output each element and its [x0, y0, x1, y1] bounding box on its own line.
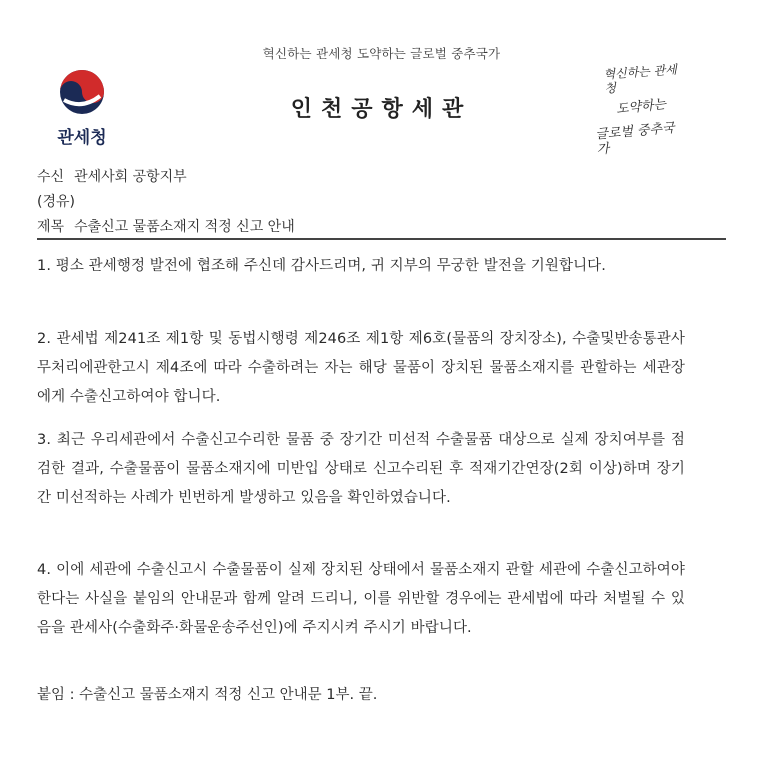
calligraphy-line: 혁신하는 관세청: [603, 62, 678, 96]
subject-value: 수출신고 물품소재지 적정 신고 안내: [74, 219, 295, 235]
paragraph-3: 3. 최근 우리세관에서 수출신고수리한 물품 중 장기간 미선적 수출물품 대상으로 실제 장치여부를 점검한 결과, 수출물품이 물품소재지에 미반입 상태로 신고수리된 후 적재기간연장(2회 이상)하며 장기간 미선적하는 사례가 빈번하게 발생하고 있음을 확인하였습니다.: [37, 432, 685, 506]
office-title: 인천공항세관: [290, 97, 473, 122]
via-line: (경유): [37, 194, 75, 210]
recipient-value: 관세사회 공항지부: [74, 169, 187, 185]
calligraphy-slogan: [594, 62, 680, 158]
calligraphy-line: 글로벌 중추국가: [594, 120, 676, 158]
paragraph-2: 2. 관세법 제241조 제1항 및 동법시행령 제246조 제1항 제6호(물품의 장치장소), 수출및반송통관사무처리에관한고시 제4조에 따라 수출하려는 자는 해당 물품이 장치된 물품소재지를 관할하는 세관장에게 수출신고하여야 합니다.: [37, 331, 685, 405]
calligraphy-line: 도약하는: [615, 96, 667, 117]
logo-text: 관세청: [57, 128, 107, 148]
header-slogan: 혁신하는 관세청 도약하는 글로벌 중추국가: [262, 46, 501, 61]
subject-line: [37, 216, 295, 236]
recipient-label: 수신: [37, 169, 65, 185]
header-divider: [37, 238, 726, 240]
paragraph-4: 4. 이에 세관에 수출신고시 수출물품이 실제 장치된 상태에서 물품소재지 관할 세관에 수출신고하여야 한다는 사실을 붙임의 안내문과 함께 알려 드리니, 이를 위반할 경우에는 관세법에 따라 처벌될 수 있음을 관세사(수출화주·화물운송주선인)에 주지시켜 주시기 바랍니다.: [37, 562, 685, 636]
subject-label: 제목: [37, 219, 65, 235]
recipient-line: [37, 166, 187, 186]
paragraph-1: 1. 평소 관세행정 발전에 협조해 주신데 감사드리며, 귀 지부의 무궁한 발전을 기원합니다.: [37, 258, 606, 274]
attachment-note: 붙임 : 수출신고 물품소재지 적정 신고 안내문 1부. 끝.: [37, 687, 378, 703]
